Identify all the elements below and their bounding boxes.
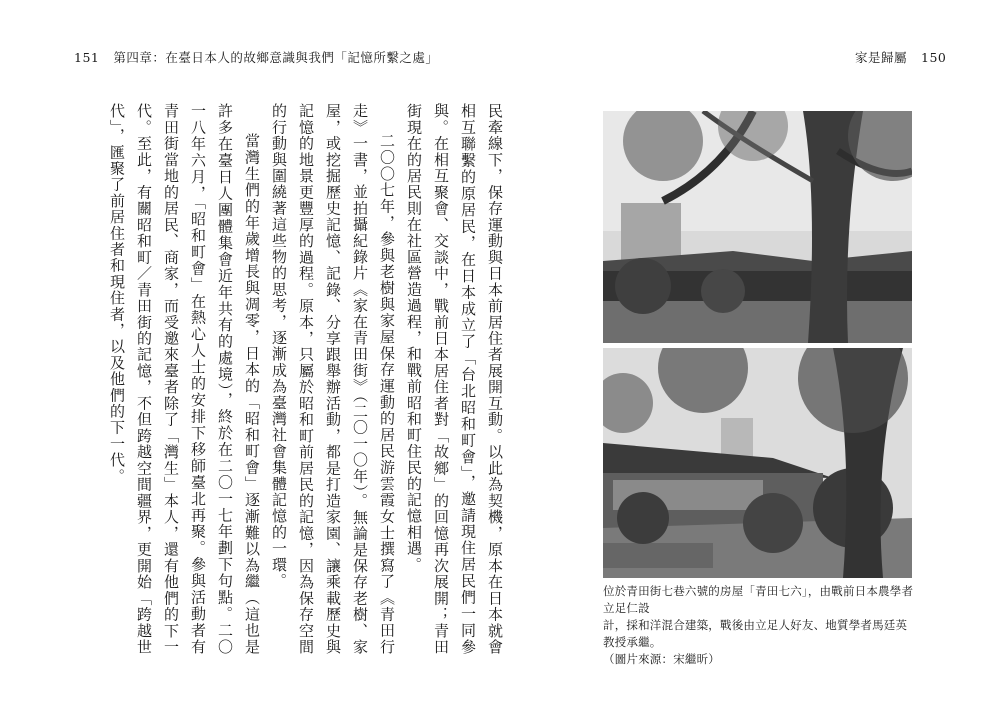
body-paragraph: 當灣生們的年歲增長與凋零，日本的「昭和町會」逐漸難以為繼（這也是許多在臺日人團體集會近年共有的處境），終於在二〇一七年劃下句點。二〇一八年六月，「昭和町會」在熱心人士的安排下移師臺北再聚。參與活動者有青田街當地的居民、商家，而受邀來臺者除了「灣生」本人，還有他們的下一代。至此，有關昭和町／青田街的記憶，不但跨越空間疆界，更開始「跨越世代」，匯聚了前居住者和現住者，以及他們的下一代。 bbox=[108, 103, 261, 655]
photo-illustration bbox=[603, 111, 912, 343]
page-number-left: 151 bbox=[74, 50, 100, 65]
page-number-right: 150 bbox=[921, 50, 947, 65]
photo-illustration bbox=[603, 348, 912, 578]
photo-caption bbox=[603, 583, 915, 668]
caption-line: 位於青田街七巷六號的房屋「青田七六」，由戰前日本農學者立足仁設 bbox=[603, 584, 914, 615]
running-header-left bbox=[74, 48, 438, 66]
vertical-body-text bbox=[80, 103, 508, 655]
running-title-right: 家是歸屬 bbox=[855, 50, 908, 65]
running-title-left: 第四章：在臺日本人的故鄉意識與我們「記憶所繫之處」 bbox=[113, 50, 439, 65]
caption-line: 計，採和洋混合建築，戰後由立足人好友、地質學者馬廷英教授承繼。 bbox=[603, 618, 908, 649]
body-paragraph: 民牽線下，保存運動與日本前居住者展開互動。以此為契機，原本在日本就會相互聯繫的原居民，在日本成立了「台北昭和町會」，邀請現住居民們一同參與。在相互聚會、交談中，戰前日本居住者對「故鄉」的回憶再次展開；青田街現在的居民則在社區營造過程，和戰前昭和町住民的記憶相遇。 bbox=[405, 103, 504, 655]
running-header-right bbox=[855, 48, 946, 66]
caption-credit: （圖片來源：宋繼昕） bbox=[603, 652, 720, 666]
photo-qingtian76-house bbox=[603, 348, 912, 578]
body-paragraph: 二〇〇七年，參與老樹與家屋保存運動的居民游雲霞女士撰寫了《青田行走》一書，並拍攝紀錄片《家在青田街》（二〇一〇年）。無論是保存老樹、家屋，或挖掘歷史記憶、記錄、分享跟舉辦活動，都是打造家園、讓乘載歷史與記憶的地景更豐厚的過程。原本，只屬於昭和町前居民的記憶，因為保存空間的行動與圍繞著這些物的思考，逐漸成為臺灣社會集體記憶的一環。 bbox=[270, 103, 396, 655]
photo-banyan-tree-house bbox=[603, 111, 912, 343]
